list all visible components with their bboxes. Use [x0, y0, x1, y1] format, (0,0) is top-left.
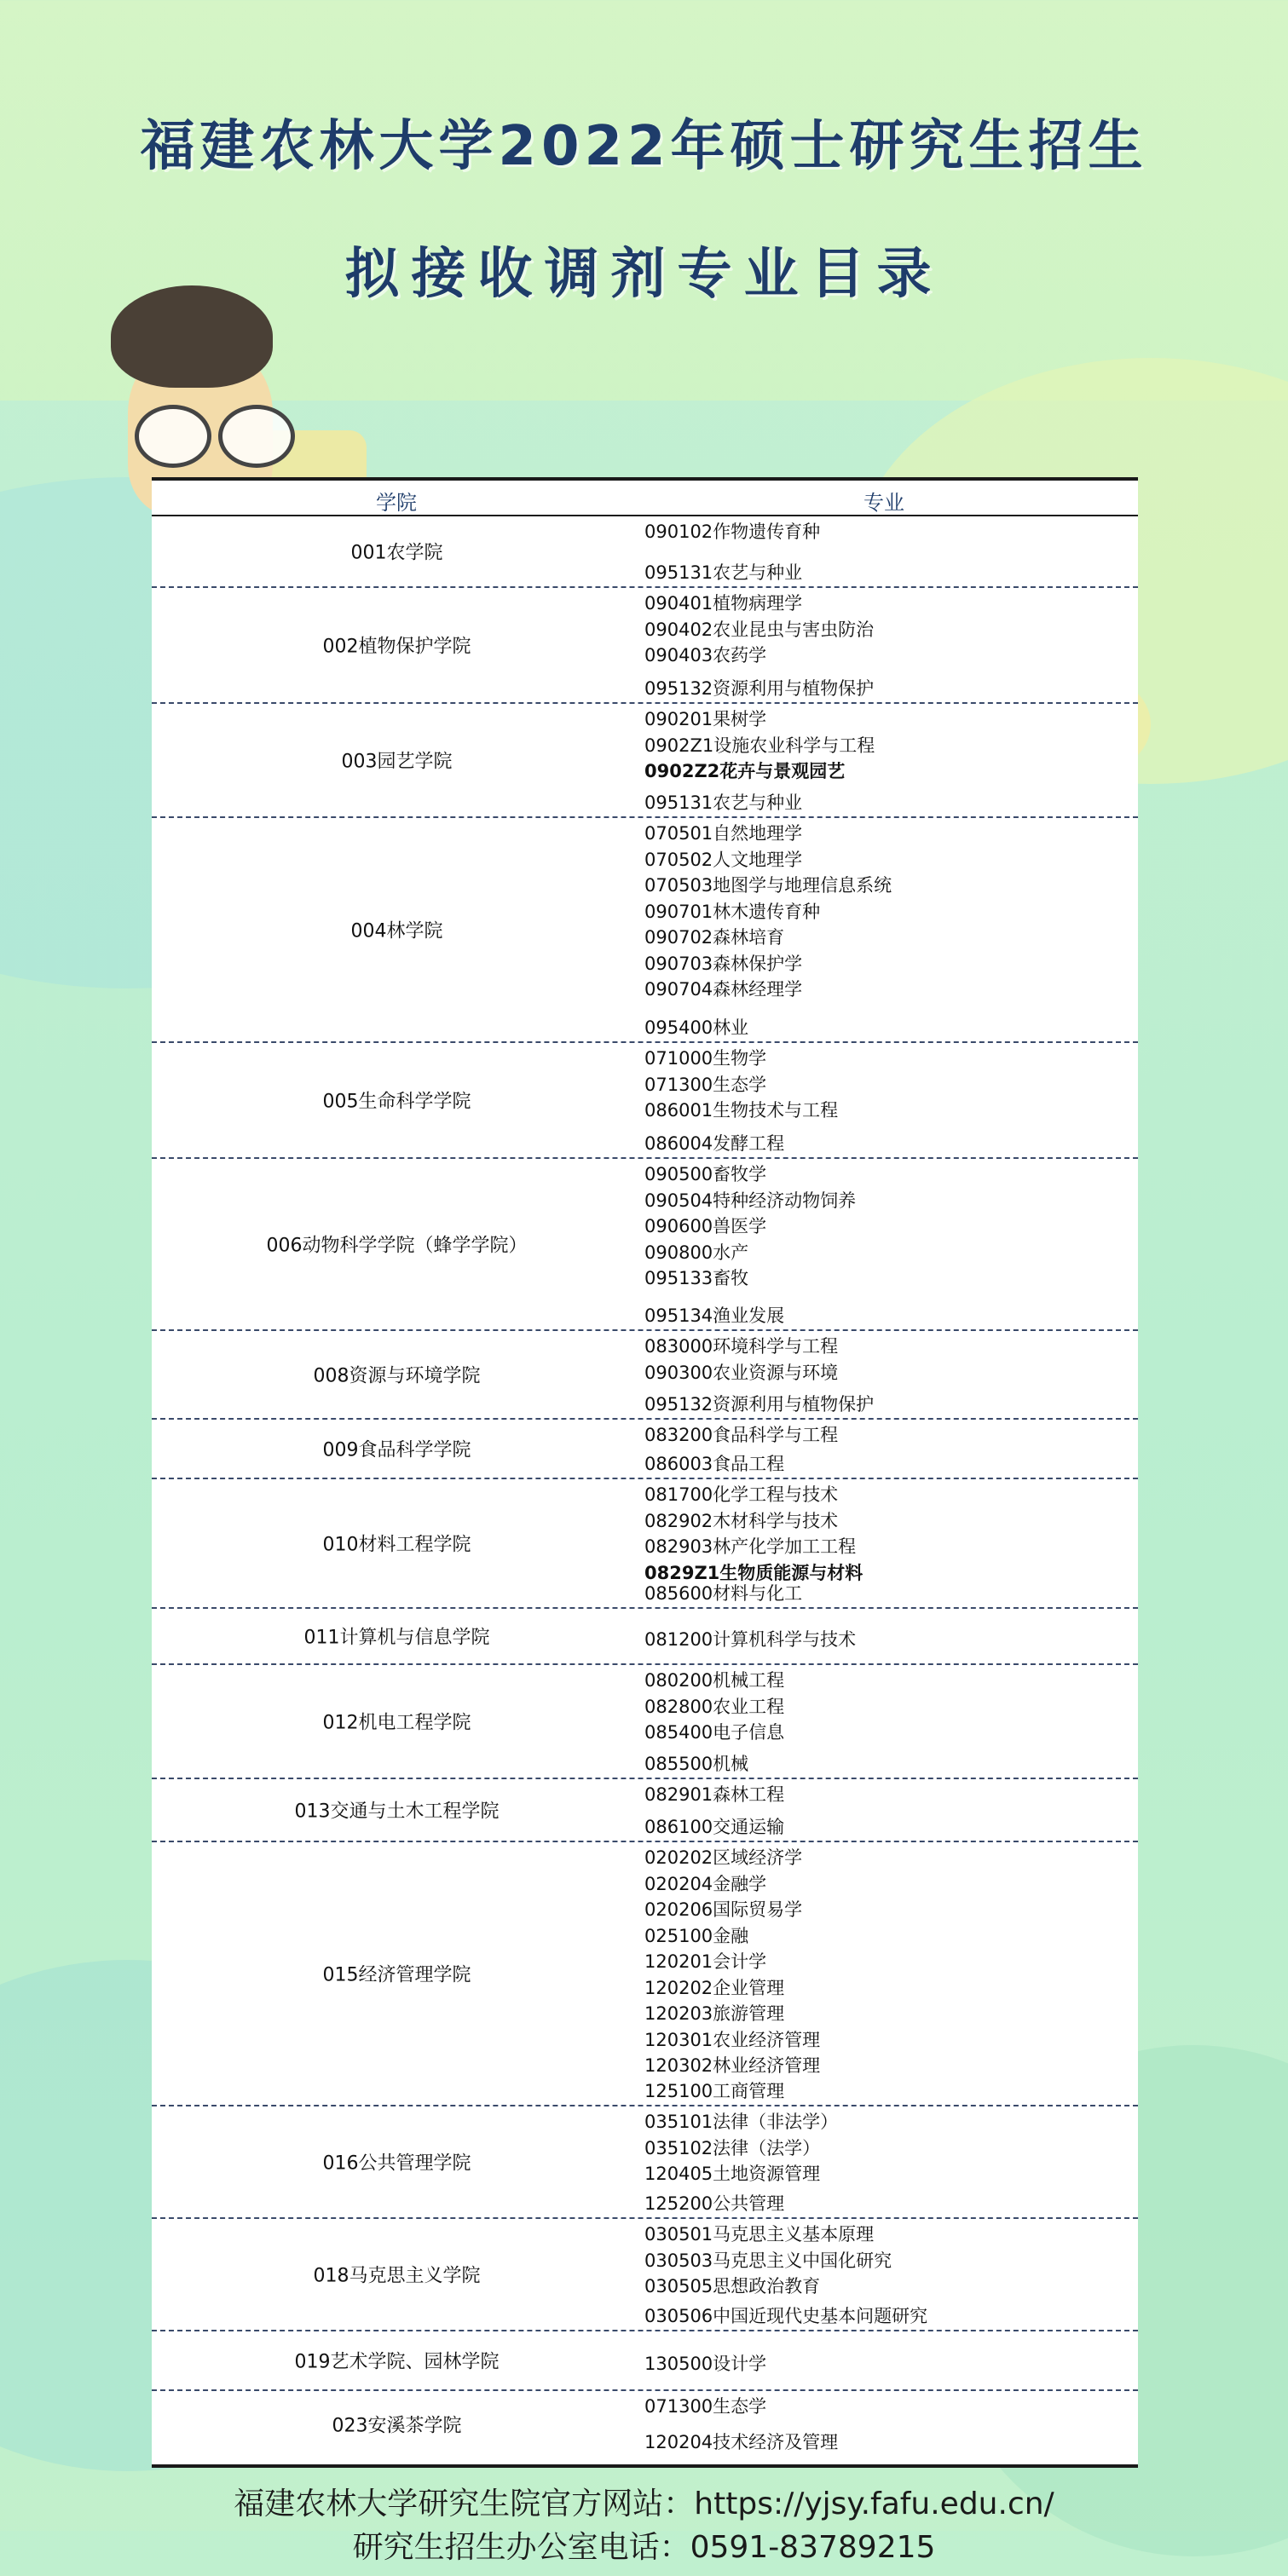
- table-row: [152, 588, 1138, 704]
- table-row: [152, 1479, 1138, 1609]
- college-name: 004林学院: [350, 920, 443, 942]
- table-body: [152, 516, 1138, 2458]
- major-item: 082901森林工程: [644, 1784, 785, 1805]
- college-name: 009食品科学学院: [322, 1439, 471, 1461]
- major-item: 095131农艺与种业: [644, 562, 803, 583]
- major-item: 083000环境科学与工程: [644, 1336, 839, 1357]
- major-list: [644, 1043, 1138, 1157]
- major-item: 120203旅游管理: [644, 2003, 785, 2024]
- major-item: 071000生物学: [644, 1048, 767, 1069]
- major-list: [644, 1665, 1138, 1778]
- table-row: [152, 1842, 1138, 2106]
- table-row: [152, 1331, 1138, 1420]
- major-list: [644, 516, 1138, 586]
- major-item: 090500畜牧学: [644, 1164, 767, 1184]
- header-college: 学院: [376, 491, 417, 515]
- table-row: [152, 1420, 1138, 1479]
- major-item: 080200机械工程: [644, 1670, 785, 1691]
- major-item: 082902木材科学与技术: [644, 1510, 839, 1531]
- table-row: [152, 1665, 1138, 1779]
- major-item: 081700化学工程与技术: [644, 1484, 839, 1505]
- major-item: 071300生态学: [644, 1074, 767, 1095]
- table-row: [152, 704, 1138, 818]
- major-list: [644, 1842, 1138, 2105]
- major-list: [644, 2331, 1138, 2389]
- major-list: [644, 1420, 1138, 1478]
- major-item: 0902Z2花卉与景观园艺: [644, 761, 846, 781]
- major-item: 025100金融: [644, 1925, 749, 1946]
- major-item: 120201会计学: [644, 1951, 767, 1972]
- major-item: 095400林业: [644, 1017, 749, 1038]
- major-item: 030505思想政治教育: [644, 2276, 821, 2297]
- major-item: 090600兽医学: [644, 1216, 767, 1236]
- major-item: 095133畜牧: [644, 1268, 749, 1288]
- table-row: [152, 2391, 1138, 2458]
- major-item: 090300农业资源与环境: [644, 1362, 839, 1383]
- major-item: 120302林业经济管理: [644, 2055, 821, 2076]
- major-item: 125200公共管理: [644, 2193, 785, 2214]
- major-item: 090401植物病理学: [644, 593, 803, 614]
- table-row: [152, 2219, 1138, 2331]
- major-item: 090704森林经理学: [644, 979, 803, 1000]
- major-item: 0829Z1生物质能源与材料: [644, 1562, 863, 1583]
- major-item: 125100工商管理: [644, 2081, 785, 2101]
- college-name: 010材料工程学院: [322, 1534, 471, 1556]
- major-item: 030501马克思主义基本原理: [644, 2224, 875, 2245]
- major-list: [644, 1779, 1138, 1841]
- major-item: 090702森林培育: [644, 927, 785, 948]
- major-item: 082800农业工程: [644, 1696, 785, 1717]
- college-name: 015经济管理学院: [322, 1964, 471, 1986]
- major-list: [644, 2391, 1138, 2458]
- major-list: [644, 1609, 1138, 1663]
- college-name: 013交通与土木工程学院: [294, 1801, 500, 1823]
- program-table: [152, 477, 1138, 2468]
- major-list: [644, 1159, 1138, 1329]
- major-item: 035101法律（非法学）: [644, 2112, 839, 2132]
- major-list: [644, 588, 1138, 702]
- major-item: 090102作物遗传育种: [644, 522, 821, 542]
- major-item: 0902Z1设施农业科学与工程: [644, 735, 875, 756]
- college-name: 002植物保护学院: [322, 636, 471, 658]
- major-item: 035102法律（法学）: [644, 2137, 821, 2158]
- major-item: 095132资源利用与植物保护: [644, 1394, 875, 1415]
- major-list: [644, 2219, 1138, 2330]
- major-list: [644, 704, 1138, 816]
- major-item: 095131农艺与种业: [644, 792, 803, 813]
- major-item: 120202企业管理: [644, 1977, 785, 1998]
- header-major: 专业: [863, 491, 904, 515]
- table-header: [152, 481, 1138, 516]
- table-row: [152, 1609, 1138, 1665]
- college-name: 012机电工程学院: [322, 1712, 471, 1734]
- footer-website: 福建农林大学研究生院官方网站：https://yjsy.fafu.edu.cn/: [234, 2487, 1054, 2521]
- major-item: 081200计算机科学与技术: [644, 1629, 857, 1650]
- college-name: 011计算机与信息学院: [303, 1627, 490, 1649]
- major-item: 085600材料与化工: [644, 1583, 803, 1604]
- major-item: 090201果树学: [644, 709, 767, 729]
- footer-phone: 研究生招生办公室电话：0591-83789215: [352, 2530, 936, 2565]
- major-item: 095132资源利用与植物保护: [644, 678, 875, 699]
- major-list: [644, 1479, 1138, 1607]
- college-name: 005生命科学学院: [322, 1091, 471, 1113]
- college-name: 008资源与环境学院: [313, 1365, 481, 1387]
- table-row: [152, 2106, 1138, 2219]
- major-list: [644, 1331, 1138, 1418]
- page-title: 福建农林大学2022年硕士研究生招生: [140, 115, 1148, 178]
- college-name: 003园艺学院: [341, 751, 453, 773]
- major-list: [644, 2106, 1138, 2217]
- table-row: [152, 1043, 1138, 1159]
- major-item: 086004发酵工程: [644, 1133, 785, 1154]
- page-subtitle: 拟接收调剂专业目录: [344, 243, 944, 306]
- character-glasses-left: [135, 405, 211, 468]
- major-item: 086001生物技术与工程: [644, 1100, 839, 1121]
- major-item: 130500设计学: [644, 2354, 767, 2374]
- major-item: 030506中国近现代史基本问题研究: [644, 2306, 928, 2326]
- major-item: 083200食品科学与工程: [644, 1425, 839, 1445]
- major-item: 120405土地资源管理: [644, 2164, 821, 2184]
- major-item: 020206国际贸易学: [644, 1899, 803, 1920]
- major-item: 020202区域经济学: [644, 1847, 803, 1868]
- major-item: 020204金融学: [644, 1873, 767, 1894]
- table-row: [152, 2331, 1138, 2391]
- major-item: 090703森林保护学: [644, 953, 803, 974]
- table-row: [152, 516, 1138, 588]
- major-item: 085500机械: [644, 1754, 749, 1774]
- major-item: 085400电子信息: [644, 1722, 785, 1743]
- major-item: 086003食品工程: [644, 1454, 785, 1474]
- character-glasses-right: [218, 405, 295, 468]
- major-item: 086100交通运输: [644, 1817, 785, 1837]
- table-row: [152, 1779, 1138, 1842]
- major-item: 070503地图学与地理信息系统: [644, 875, 892, 896]
- college-name: 016公共管理学院: [322, 2152, 471, 2175]
- major-item: 071300生态学: [644, 2396, 767, 2417]
- college-name: 001农学院: [350, 542, 443, 564]
- major-item: 082903林产化学加工工程: [644, 1536, 857, 1557]
- major-item: 120204技术经济及管理: [644, 2432, 839, 2452]
- table-row: [152, 1159, 1138, 1331]
- major-item: 090403农药学: [644, 645, 767, 666]
- major-item: 120301农业经济管理: [644, 2029, 821, 2050]
- college-name: 006动物科学学院（蜂学学院）: [266, 1235, 528, 1257]
- college-name: 023安溪茶学院: [332, 2415, 462, 2437]
- major-item: 070502人文地理学: [644, 849, 803, 870]
- major-item: 090800水产: [644, 1242, 749, 1263]
- major-item: 030503马克思主义中国化研究: [644, 2250, 892, 2271]
- college-name: 018马克思主义学院: [313, 2265, 481, 2287]
- major-item: 090504特种经济动物饲养: [644, 1190, 857, 1211]
- table-row: [152, 818, 1138, 1043]
- major-item: 090402农业昆虫与害虫防治: [644, 619, 875, 640]
- major-item: 090701林木遗传育种: [644, 901, 821, 922]
- college-name: 019艺术学院、园林学院: [294, 2351, 500, 2373]
- major-item: 095134渔业发展: [644, 1305, 785, 1326]
- major-list: [644, 818, 1138, 1041]
- major-item: 070501自然地理学: [644, 823, 803, 844]
